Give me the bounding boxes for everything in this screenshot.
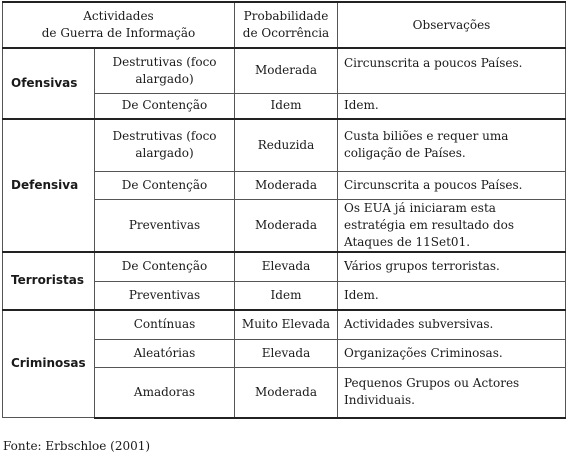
category-cell: Defensiva [3, 119, 95, 252]
probability-cell: Idem [235, 282, 338, 310]
observations-cell: Circunscrita a poucos Países. [338, 171, 566, 199]
header-probability-line2: de Ocorrência [242, 26, 330, 40]
observations-cell: Vários grupos terroristas. [338, 252, 566, 282]
category-cell: Terroristas [3, 252, 95, 310]
observations-cell: Custa biliões e requer uma coligação de Países. [338, 119, 566, 171]
observations-cell: Idem. [338, 93, 566, 119]
type-cell: Aleatórias [95, 340, 235, 368]
type-cell: Destrutivas (foco alargado) [95, 48, 235, 93]
header-activities-line1: Actividades [83, 9, 154, 23]
header-row [3, 2, 566, 48]
probability-cell: Moderada [235, 171, 338, 199]
source-caption: Fonte: Erbschloe (2001) [3, 439, 151, 453]
probability-cell: Moderada [235, 199, 338, 252]
observations-cell: Pequenos Grupos ou Actores Individuais. [338, 368, 566, 418]
table-row [3, 310, 566, 340]
type-cell: Preventivas [95, 199, 235, 252]
observations-cell: Organizações Criminosas. [338, 340, 566, 368]
type-cell: Contínuas [95, 310, 235, 340]
category-cell: Ofensivas [3, 48, 95, 119]
header-observations: Observações [338, 2, 566, 48]
category-cell: Criminosas [3, 310, 95, 418]
observations-cell: Idem. [338, 282, 566, 310]
probability-cell: Elevada [235, 340, 338, 368]
probability-cell: Moderada [235, 48, 338, 93]
info-warfare-table-wrapper [2, 1, 566, 419]
header-activities [3, 2, 235, 48]
table-row [3, 252, 566, 282]
probability-cell: Reduzida [235, 119, 338, 171]
info-warfare-table [2, 1, 566, 419]
observations-cell: Actividades subversivas. [338, 310, 566, 340]
probability-cell: Idem [235, 93, 338, 119]
table-row [3, 119, 566, 171]
probability-cell: Muito Elevada [235, 310, 338, 340]
type-cell: De Contenção [95, 93, 235, 119]
header-probability [235, 2, 338, 48]
type-cell: De Contenção [95, 252, 235, 282]
type-cell: Destrutivas (foco alargado) [95, 119, 235, 171]
header-probability-line1: Probabilidade [243, 9, 329, 23]
type-cell: Amadoras [95, 368, 235, 418]
observations-cell: Circunscrita a poucos Países. [338, 48, 566, 93]
type-cell: Preventivas [95, 282, 235, 310]
probability-cell: Moderada [235, 368, 338, 418]
observations-cell: Os EUA já iniciaram esta estratégia em resultado dos Ataques de 11Set01. [338, 199, 566, 252]
type-cell: De Contenção [95, 171, 235, 199]
table-row [3, 48, 566, 93]
probability-cell: Elevada [235, 252, 338, 282]
header-activities-line2: de Guerra de Informação [41, 26, 196, 40]
